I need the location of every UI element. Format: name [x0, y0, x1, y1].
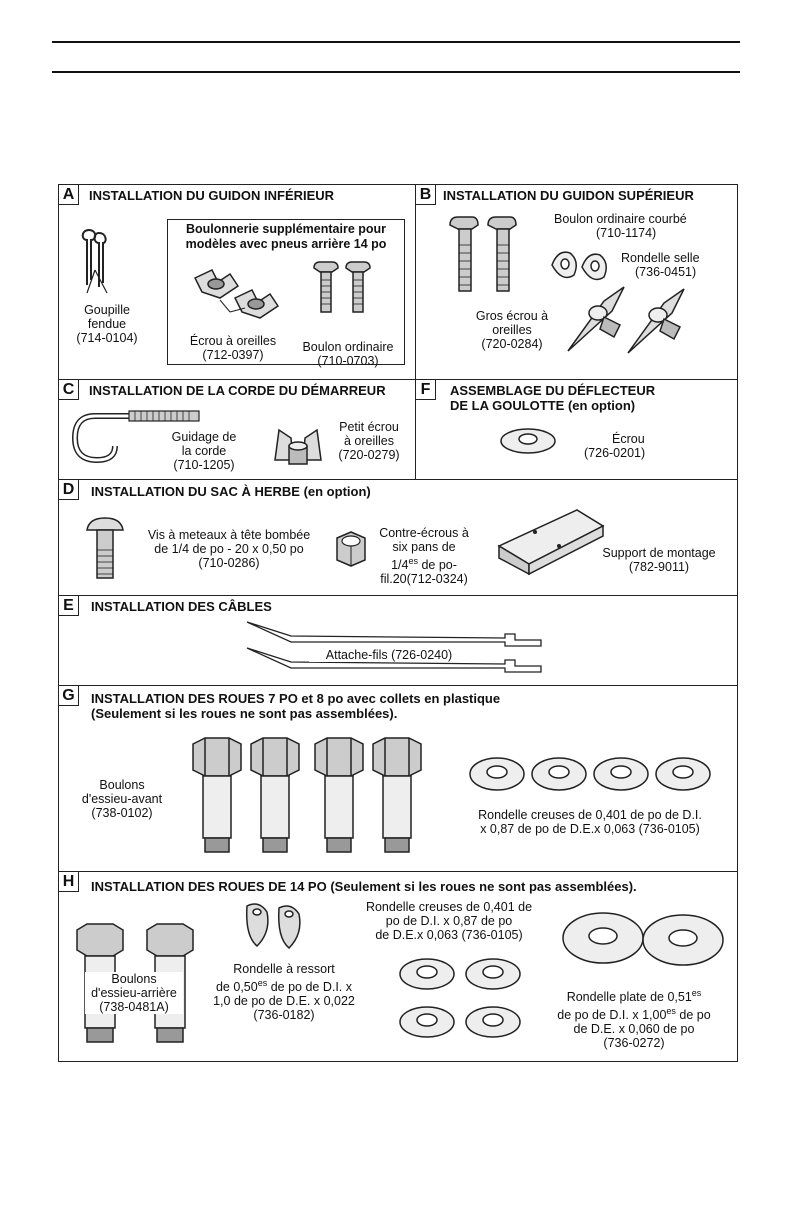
large-wing-nut-icon [564, 281, 734, 361]
flat-washers-icon [559, 908, 729, 972]
cotter-pin-label: Goupille fendue (714-0104) [76, 303, 138, 345]
section-e [58, 595, 738, 686]
section-letter: D [59, 480, 79, 500]
mounting-bracket-label: Support de montage (782-9011) [602, 546, 716, 574]
curved-bolt-label: Boulon ordinaire courbé (710-1174) [554, 212, 687, 240]
truss-head-screw-label: Vis à meteaux à tête bombée de 1/4 de po - 20 x 0,50 po (710-0286) [147, 528, 311, 570]
rope-guide-label: Guidage de la corde (710-1205) [171, 430, 237, 472]
cotter-pin-icon [77, 225, 127, 295]
small-wing-nut-label: Petit écrou à oreilles (720-0279) [338, 420, 400, 462]
section-d [58, 479, 738, 596]
section-h [58, 871, 738, 1062]
section-title: INSTALLATION DES ROUES DE 14 PO (Seulement si les roues ne sont pas assemblées). [91, 879, 637, 894]
carriage-bolt-label: Boulon ordinaire (710-0703) [302, 340, 394, 368]
section-letter: C [59, 380, 79, 400]
section-letter: H [59, 872, 79, 892]
section-letter: F [416, 380, 436, 400]
curved-carriage-bolt-icon [446, 215, 526, 295]
section-title: ASSEMBLAGE DU DÉFLECTEUR DE LA GOULOTTE (en option) [450, 383, 656, 413]
section-f [415, 379, 738, 480]
section-title: INSTALLATION DU SAC À HERBE (en option) [91, 484, 371, 499]
top-rule [52, 41, 740, 43]
truss-head-screw-icon [85, 516, 125, 580]
spring-washer-icon [239, 898, 309, 952]
hex-lock-nut-icon [333, 530, 369, 568]
hex-lock-nut-label: Contre-écrous à six pans de $1/4^{es}$ de po- fil.20(712-0324) [379, 526, 469, 587]
wing-nut-icon [190, 260, 300, 320]
flat-washer-label: Rondelle plate de $0,51^{es}$ de po de D.I. x $1,00^{es}$ de po de D.E. x 0,060 de po (736-0272) [557, 988, 711, 1051]
rear-axle-bolts-label: Boulons d'essieu-arrière (738-0481A) [85, 972, 183, 1014]
extra-hardware-title: Boulonnerie supplémentaire pour modèles avec pneus arrière 14 po [185, 222, 387, 251]
section-a [58, 184, 416, 380]
section-title: INSTALLATION DES CÂBLES [91, 599, 272, 614]
section-c [58, 379, 416, 480]
flange-nut-icon [498, 426, 558, 456]
second-rule [52, 71, 740, 73]
saddle-washer-label: Rondelle selle (736-0451) [621, 251, 700, 279]
large-wing-nut-label: Gros écrou à oreilles (720-0284) [475, 309, 549, 351]
section-letter: A [59, 185, 79, 205]
section-letter: G [59, 686, 79, 706]
nut-label: Écrou (726-0201) [584, 432, 646, 460]
section-b [415, 184, 738, 380]
front-axle-bolts-icon [189, 736, 429, 856]
section-title: INSTALLATION DE LA CORDE DU DÉMARREUR [89, 383, 386, 398]
cupped-washers-icon [467, 754, 717, 794]
section-letter: E [59, 596, 79, 616]
cable-tie-label: Attache-fils (726-0240) [309, 648, 469, 662]
wing-nut-label: Écrou à oreilles (712-0397) [189, 334, 277, 362]
section-title: INSTALLATION DES ROUES 7 PO et 8 po avec collets en plastique (Seulement si les roues ne sont pas assemblées). [91, 691, 501, 721]
section-letter: B [416, 185, 436, 205]
spring-washer-label: Rondelle à ressort de $0,50^{es}$ de po de D.I. x 1,0 de po de D.E. x 0,022 (736-0182) [213, 962, 355, 1023]
front-axle-bolts-label: Boulons d'essieu-avant (738-0102) [81, 778, 163, 820]
cupped-washers-label: Rondelle creuses de 0,401 de po de D.I. x 0,87 de po de D.E.x 0,063 (736-0105) [478, 808, 702, 836]
cupped-washers-label: Rondelle creuses de 0,401 de po de D.I. x 0,87 de po de D.E.x 0,063 (736-0105) [365, 900, 533, 942]
cupped-washers-icon [397, 956, 527, 1046]
section-title: INSTALLATION DU GUIDON SUPÉRIEUR [443, 188, 694, 203]
section-title: INSTALLATION DU GUIDON INFÉRIEUR [89, 188, 335, 203]
section-g [58, 685, 738, 872]
small-wing-nut-icon [269, 420, 329, 470]
carriage-bolt-icon [310, 260, 380, 320]
extra-hardware-box [167, 219, 405, 368]
